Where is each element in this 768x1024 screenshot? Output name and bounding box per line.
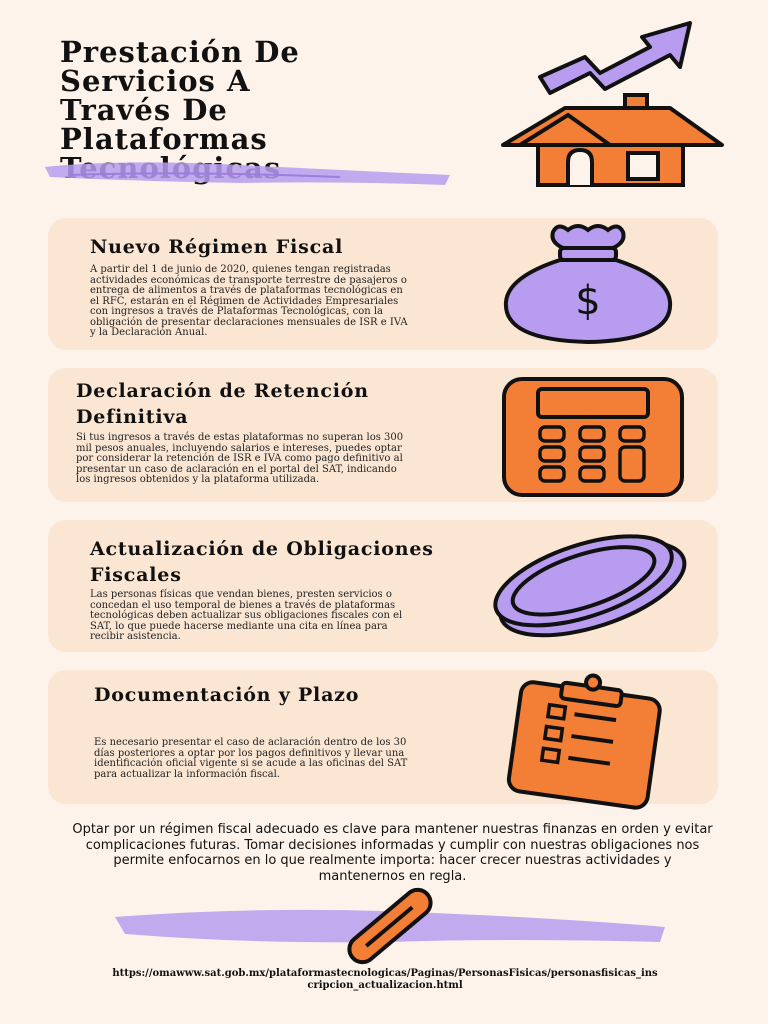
clipboard-icon <box>495 676 675 804</box>
section-heading: Documentación y Plazo <box>94 684 360 706</box>
trend-up-arrow-icon <box>530 15 700 95</box>
source-link[interactable]: https://omawww.sat.gob.mx/plataformastecnologicas/Paginas/PersonasFisicas/personasfisicas_inscripcion_actualizacion.html <box>112 968 658 991</box>
section-body: Las personas físicas que vendan bienes, presten servicios o concedan el uso temporal de bienes a través de plataformas tecnológicas deben actualizar sus obligaciones fiscales con el SAT, lo que puede hacerse mediante una cita en línea para recibir asistencia. <box>90 589 403 642</box>
closing-paragraph: Optar por un régimen fiscal adecuado es clave para mantener nuestras finanzas en orden y evitar complicaciones futuras. Tomar decisiones informadas y cumplir con nuestras obligaciones nos permite enfocarnos en lo que realmente importa: hacer crecer nuestras actividades y mantenernos en regla. <box>72 822 713 884</box>
brush-stroke-decoration <box>40 155 460 195</box>
page-title: Prestación De Servicios A Través De Plataformas <box>60 35 300 156</box>
dollar-sign: $ <box>575 278 601 324</box>
section-body: Si tus ingresos a través de estas plataformas no superan los 300 mil pesos anuales, incluyendo salarios e intereses, puedes optar por considerar la retención de ISR e IVA como pago definitivo al presentar un caso de aclaración en el portal del SAT, indicando los ingresos obtenidos y la plataforma utilizada. <box>76 432 404 485</box>
paperclip-icon <box>345 895 435 957</box>
section-body: Es necesario presentar el caso de aclaración dentro de los 30 días posteriores a optar por los pagos definitivos y llevar una identificación oficial vigente si se acude a las oficinas del SAT para actualizar la información fiscal. <box>94 737 408 780</box>
coin-icon <box>485 530 690 640</box>
section-heading: Nuevo Régimen Fiscal <box>90 236 344 258</box>
calculator-icon <box>500 375 690 500</box>
section-heading: Declaración de Retención Definitiva <box>76 380 369 428</box>
money-bag-icon <box>498 222 678 350</box>
house-icon <box>500 90 725 190</box>
section-heading: Actualización de Obligaciones Fiscales <box>90 538 434 586</box>
section-body: A partir del 1 de junio de 2020, quienes tengan registradas actividades económicas de transporte terrestre de pasajeros o entrega de alimentos a través de plataformas tecnológicas en el RFC, estarán en el Régimen de Actividades Empresariales con ingresos a través de Plataformas Tecnológicas, con la obligación de presentar declaraciones mensuales de ISR e IVA y la Declaración Anual. <box>90 264 408 338</box>
